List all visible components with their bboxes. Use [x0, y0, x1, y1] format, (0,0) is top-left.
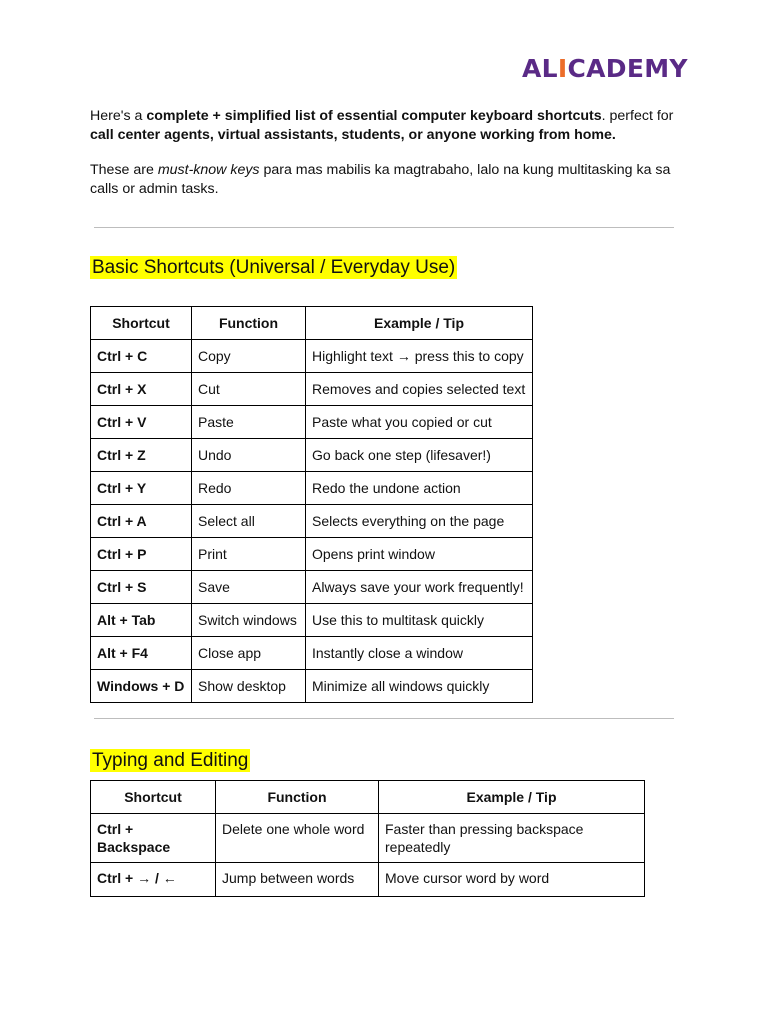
function-cell: Select all: [192, 505, 306, 538]
function-cell: Delete one whole word: [216, 814, 379, 863]
shortcut-cell: Alt + F4: [91, 637, 192, 670]
table-header-row: [91, 307, 533, 340]
section-heading-typing-editing: Typing and Editing: [92, 750, 249, 771]
table-row: [91, 439, 533, 472]
tip-cell: Paste what you copied or cut: [306, 406, 533, 439]
tip-cell: Faster than pressing backspace repeatedly: [379, 814, 645, 863]
shortcut-cell: Ctrl + C: [91, 340, 192, 373]
table-row: [91, 340, 533, 373]
function-cell: Print: [192, 538, 306, 571]
shortcut-cell: Ctrl + X: [91, 373, 192, 406]
function-cell: Close app: [192, 637, 306, 670]
column-header-function: Function: [192, 307, 306, 340]
table-row: [91, 472, 533, 505]
tip-cell: Minimize all windows quickly: [306, 670, 533, 703]
shortcut-cell: Alt + Tab: [91, 604, 192, 637]
column-header-shortcut: Shortcut: [91, 307, 192, 340]
tip-cell: Selects everything on the page: [306, 505, 533, 538]
function-cell: Show desktop: [192, 670, 306, 703]
table-header-row: [91, 781, 645, 814]
column-header-example: Example / Tip: [379, 781, 645, 814]
shortcut-cell: Ctrl + V: [91, 406, 192, 439]
section-divider: [94, 718, 674, 719]
tip-cell: Always save your work frequently!: [306, 571, 533, 604]
shortcut-cell: Ctrl + Z: [91, 439, 192, 472]
table-row: [91, 814, 645, 863]
function-cell: Paste: [192, 406, 306, 439]
table-row: [91, 863, 645, 897]
tip-cell: Instantly close a window: [306, 637, 533, 670]
shortcut-cell: Ctrl + P: [91, 538, 192, 571]
alicademy-logo: ALICADEMY: [522, 54, 688, 83]
table-row: [91, 538, 533, 571]
table-row: [91, 406, 533, 439]
table-row: [91, 571, 533, 604]
tip-cell: Use this to multitask quickly: [306, 604, 533, 637]
tip-cell: Go back one step (lifesaver!): [306, 439, 533, 472]
shortcut-cell: Ctrl + A: [91, 505, 192, 538]
column-header-function: Function: [216, 781, 379, 814]
shortcut-cell: Ctrl + → / ←: [91, 863, 216, 897]
tip-cell: Opens print window: [306, 538, 533, 571]
function-cell: Switch windows: [192, 604, 306, 637]
tip-cell: Redo the undone action: [306, 472, 533, 505]
basic-shortcuts-table: [90, 306, 533, 703]
typing-editing-table: [90, 780, 645, 897]
table-row: [91, 604, 533, 637]
section-heading-basic-shortcuts: Basic Shortcuts (Universal / Everyday Use): [92, 257, 456, 278]
function-cell: Redo: [192, 472, 306, 505]
tip-cell: Highlight text → press this to copy: [306, 340, 533, 373]
function-cell: Copy: [192, 340, 306, 373]
function-cell: Save: [192, 571, 306, 604]
column-header-example: Example / Tip: [306, 307, 533, 340]
table-row: [91, 670, 533, 703]
table-row: [91, 637, 533, 670]
function-cell: Jump between words: [216, 863, 379, 897]
function-cell: Undo: [192, 439, 306, 472]
section-divider: [94, 227, 674, 228]
table-row: [91, 373, 533, 406]
shortcut-cell: Ctrl + Backspace: [91, 814, 216, 863]
table-row: [91, 505, 533, 538]
shortcut-cell: Windows + D: [91, 670, 192, 703]
function-cell: Cut: [192, 373, 306, 406]
shortcut-cell: Ctrl + S: [91, 571, 192, 604]
tip-cell: Removes and copies selected text: [306, 373, 533, 406]
intro-paragraph: Here's a complete + simplified list of essential computer keyboard shortcuts. perfect for call center agents, virtual assistants, students, or anyone working from home.: [90, 108, 674, 143]
tip-cell: Move cursor word by word: [379, 863, 645, 897]
intro-paragraph-2: These are must-know keys para mas mabilis ka magtrabaho, lalo na kung multitasking ka sa calls or admin tasks.: [90, 162, 671, 197]
shortcut-cell: Ctrl + Y: [91, 472, 192, 505]
column-header-shortcut: Shortcut: [91, 781, 216, 814]
